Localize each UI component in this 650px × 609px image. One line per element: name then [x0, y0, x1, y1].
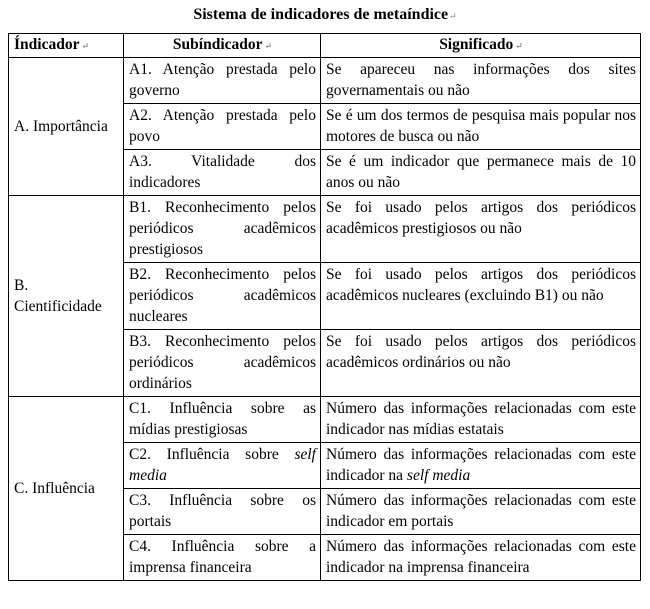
meaning-cell: Se é um indicador que permanece mais de 10 anos ou não: [321, 150, 641, 196]
subindicator-cell: B2. Reconhecimento pelos periódicos acadêmicos nucleares: [124, 263, 321, 330]
subindicator-cell: C3. Influência sobre os portais: [124, 489, 321, 535]
meaning-cell: Se foi usado pelos artigos dos periódicos acadêmicos ordinários ou não: [321, 330, 641, 397]
indicator-cientificidade: B. Cientificidade: [9, 196, 124, 397]
meaning-cell: Se é um dos termos de pesquisa mais popular nos motores de busca ou não: [321, 104, 641, 150]
meaning-cell: Número das informações relacionadas com este indicador em portais: [321, 489, 641, 535]
header-indicador: Índicador ↵: [9, 34, 124, 58]
subindicator-cell: A1. Atenção prestada pelo governo: [124, 58, 321, 104]
table-row: [9, 196, 641, 263]
header-subindicador: Subíndicador ↵: [124, 34, 321, 58]
meaning-cell: Se foi usado pelos artigos dos periódicos acadêmicos prestigiosos ou não: [321, 196, 641, 263]
subindicator-cell: B3. Reconhecimento pelos periódicos acadêmicos ordinários: [124, 330, 321, 397]
meaning-cell: Número das informações relacionadas com este indicador na self media: [321, 443, 641, 489]
subindicator-cell: B1. Reconhecimento pelos periódicos acadêmicos prestigiosos: [124, 196, 321, 263]
indicator-table: [8, 33, 641, 581]
indicator-importancia: A. Importância: [9, 58, 124, 196]
table-row: [9, 58, 641, 104]
table-caption: Sistema de indicadores de metaíndice↵: [193, 6, 457, 23]
meaning-cell: Número das informações relacionadas com este indicador na imprensa financeira: [321, 535, 641, 581]
subindicator-cell: C1. Influência sobre as mídias prestigiosas: [124, 397, 321, 443]
subindicator-cell: A3. Vitalidade dos indicadores: [124, 150, 321, 196]
meaning-cell: Se foi usado pelos artigos dos periódicos acadêmicos nucleares (excluindo B1) ou não: [321, 263, 641, 330]
header-row: [9, 34, 641, 58]
subindicator-cell: C4. Influência sobre a imprensa financeira: [124, 535, 321, 581]
indicator-influencia: C. Influência: [9, 397, 124, 581]
meaning-cell: Se apareceu nas informações dos sites governamentais ou não: [321, 58, 641, 104]
table-row: [9, 397, 641, 443]
header-significado: Significado ↵: [321, 34, 641, 58]
subindicator-cell: C2. Influência sobre self media: [124, 443, 321, 489]
subindicator-cell: A2. Atenção prestada pelo povo: [124, 104, 321, 150]
meaning-cell: Número das informações relacionadas com este indicador nas mídias estatais: [321, 397, 641, 443]
